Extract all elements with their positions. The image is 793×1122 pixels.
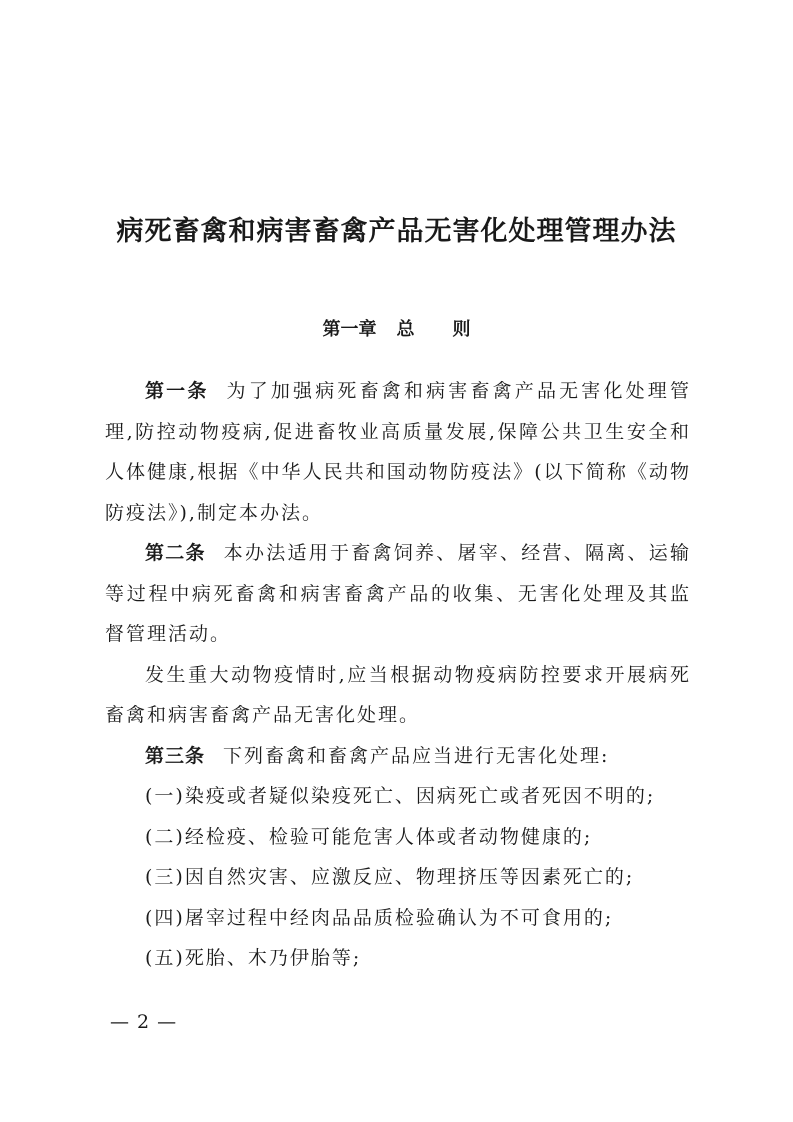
list-item-3 — [105, 857, 691, 898]
chapter-heading — [0, 316, 793, 344]
list-item-1 — [105, 776, 691, 817]
list-item-2 — [105, 817, 691, 858]
chapter-title-word-2: 则 — [452, 319, 471, 340]
article-heading: 第一条 — [145, 380, 209, 402]
paragraph-text: 发生重大动物疫情时,应当根据动物疫病防控要求开展病死畜禽和病害畜禽产品无害化处理。 — [105, 663, 691, 726]
page-number: — 2 — — [110, 1011, 178, 1033]
article-heading: 第三条 — [145, 744, 206, 767]
article-text: 为了加强病死畜禽和病害畜禽产品无害化处理管理,防控动物疫病,促进畜牧业高质量发展,保障公共卫生安全和人体健康,根据《中华人民共和国动物防疫法》(以下简称《动物防疫法》),制定本办法。 — [105, 380, 691, 524]
list-item-5 — [105, 938, 691, 979]
list-item-text: (四)屠宰过程中经肉品品质检验确认为不可食用的; — [145, 906, 614, 929]
list-item-text: (二)经检疫、检验可能危害人体或者动物健康的; — [145, 825, 593, 848]
chapter-title-word-1: 总 — [396, 319, 415, 340]
article-text: 下列畜禽和畜禽产品应当进行无害化处理: — [223, 744, 610, 767]
document-body — [105, 371, 691, 979]
paragraph-major-epidemic — [105, 655, 691, 736]
paragraph-article-1 — [105, 371, 691, 533]
article-heading: 第二条 — [145, 542, 206, 564]
list-item-text: (五)死胎、木乃伊胎等; — [145, 947, 362, 969]
document-title: 病死畜禽和病害畜禽产品无害化处理管理办法 — [116, 216, 677, 247]
list-item-4 — [105, 898, 691, 939]
chapter-number: 第一章 — [322, 319, 377, 340]
paragraph-article-2 — [105, 533, 691, 655]
article-text: 本办法适用于畜禽饲养、屠宰、经营、隔离、运输等过程中病死畜禽和病害畜禽产品的收集、无害化处理及其监督管理活动。 — [105, 542, 691, 645]
paragraph-article-3 — [105, 736, 691, 777]
list-item-text: (三)因自然灾害、应激反应、物理挤压等因素死亡的; — [145, 866, 635, 888]
list-item-text: (一)染疫或者疑似染疫死亡、因病死亡或者死因不明的; — [145, 785, 656, 807]
